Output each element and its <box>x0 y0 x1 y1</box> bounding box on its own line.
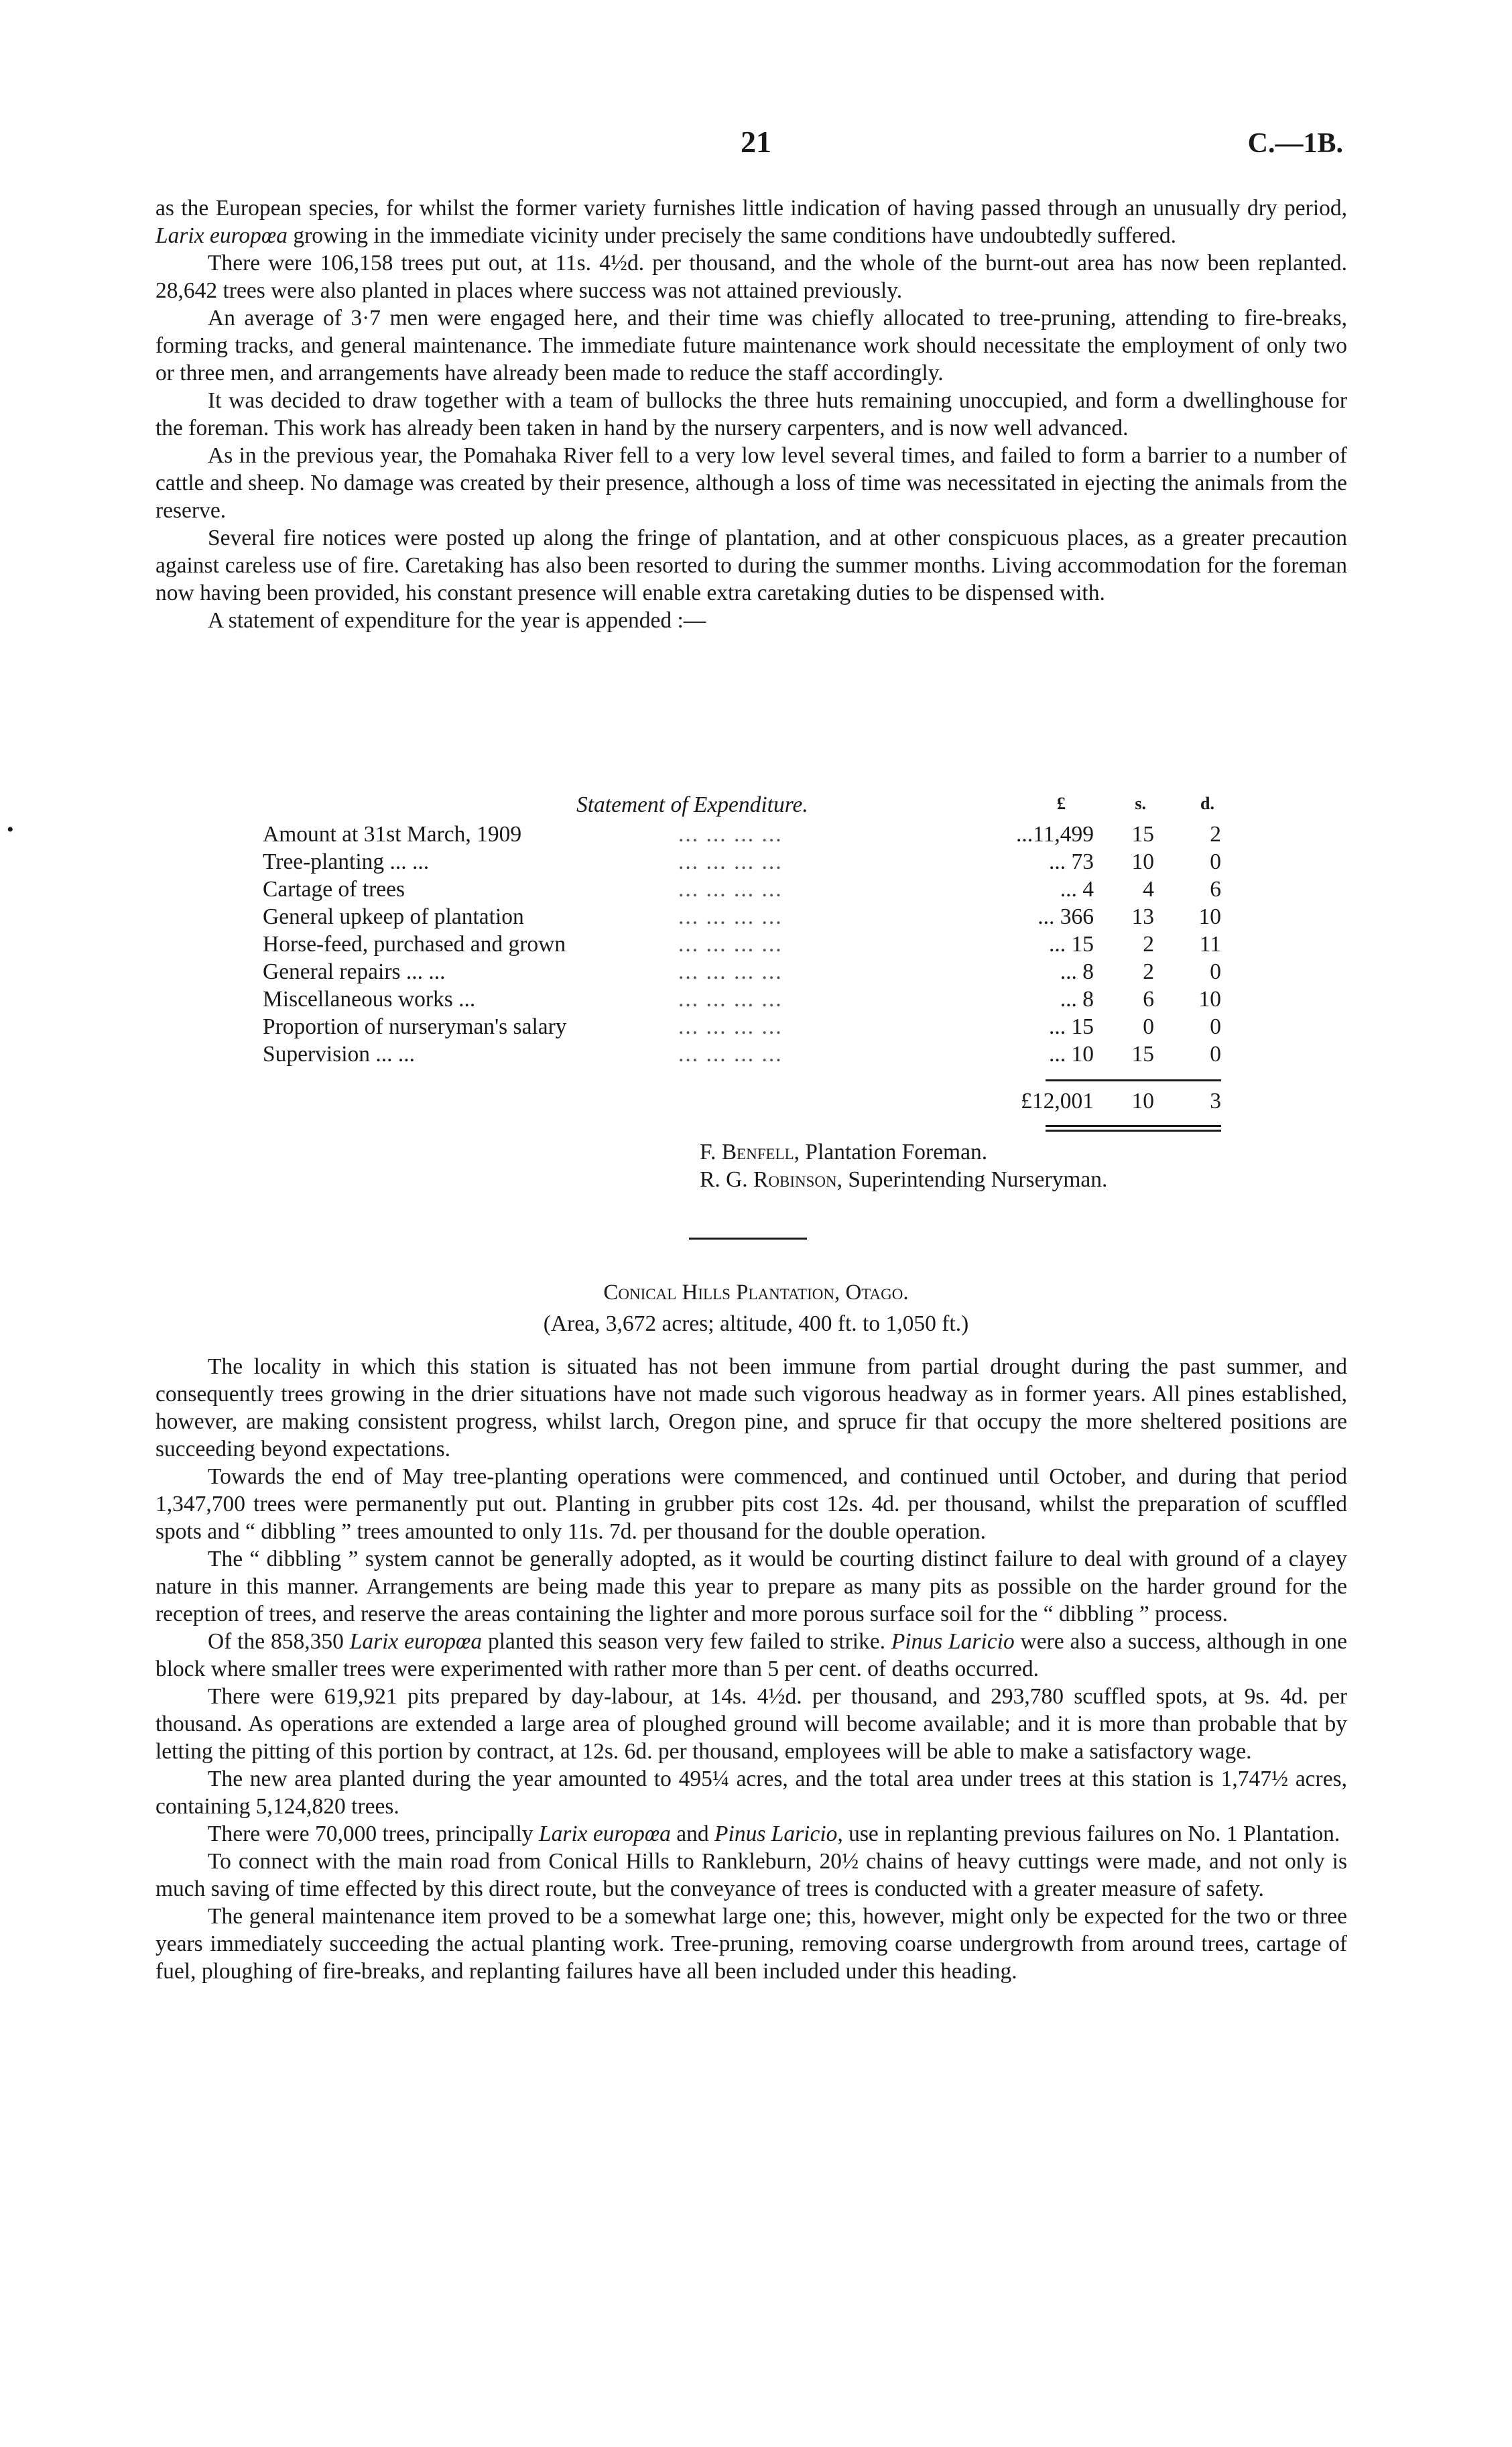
total-rule-bottom-1 <box>1046 1125 1221 1127</box>
section-2-title: Conical Hills Plantation, Otago. <box>603 1280 909 1305</box>
text-run: A statement of expenditure for the year is appended :— <box>208 608 706 633</box>
signature-role: Plantation Foreman. <box>800 1140 988 1165</box>
column-header-shillings: s. <box>1135 794 1146 813</box>
row-leader-dots: ... ... ... ... <box>678 1042 783 1067</box>
row-shillings: 6 <box>1143 987 1154 1012</box>
row-label: Proportion of nurseryman's salary <box>263 1014 567 1039</box>
row-leader-dots: ... ... ... ... <box>678 1014 783 1039</box>
row-pounds: ... 4 <box>1060 877 1094 902</box>
row-pounds: ... 366 <box>1037 904 1094 929</box>
text-run: To connect with the main road from Conical Hills to Rankleburn, 20½ chains of heavy cuttings were made, and not only is much saving of time effected by this direct route, but the conveyance of trees is conducted with a greater measure of safety. <box>155 1849 1347 1901</box>
paragraph <box>155 1683 1347 1765</box>
statement-row <box>263 821 1221 848</box>
signature-name: R. G. Robinson, <box>700 1167 842 1192</box>
margin-mark: • <box>7 819 14 841</box>
paragraph <box>155 194 1347 249</box>
row-label: General upkeep of plantation <box>263 904 524 929</box>
text-run: It was decided to draw together with a team of bullocks the three huts remaining unoccupied, and form a dwellinghouse for the foreman. This work has already been taken in hand by the nursery carpenters, and is now well advanced. <box>155 388 1347 440</box>
text-run: use in replanting previous failures on No. 1 Plantation. <box>842 1822 1340 1846</box>
text-run: planted this season very few failed to strike. <box>482 1629 891 1654</box>
text-run: growing in the immediate vicinity under precisely the same conditions have undoubtedly suffered. <box>287 223 1176 248</box>
row-pounds: ... 8 <box>1060 987 1094 1012</box>
text-run: There were 70,000 trees, principally <box>208 1822 539 1846</box>
statement-row <box>263 876 1221 903</box>
statement-title: Statement of Expenditure. <box>576 792 808 817</box>
section-1-body <box>155 194 1347 634</box>
row-leader-dots: ... ... ... ... <box>678 987 783 1012</box>
section-separator <box>689 1238 807 1240</box>
row-shillings: 4 <box>1143 877 1154 902</box>
row-label: Miscellaneous works ... <box>263 987 476 1012</box>
row-leader-dots: ... ... ... ... <box>678 822 783 847</box>
italic-text: Pinus Laricio <box>891 1629 1015 1654</box>
row-pence: 6 <box>1210 877 1221 902</box>
text-run: Towards the end of May tree-planting operations were commenced, and continued until October, and during that period 1,347,700 trees were permanently put out. Planting in grubber pits cost 12s. 4d. per thousand, whilst the preparation of scuffled spots and “ dibbling ” trees amounted to only 11s. 7d. per thousand for the double operation. <box>155 1464 1347 1544</box>
row-label: Horse-feed, purchased and grown <box>263 932 566 957</box>
paragraph <box>155 1463 1347 1545</box>
text-run: As in the previous year, the Pomahaka River fell to a very low level several times, and failed to form a barrier to a number of cattle and sheep. No damage was created by their presence, although a loss of time was necessitated in ejecting the animals from the reserve. <box>155 443 1347 523</box>
text-run: as the European species, for whilst the former variety furnishes little indication of having passed through an unusually dry period, <box>155 196 1347 221</box>
total-rule-top <box>1046 1079 1221 1081</box>
row-label: Cartage of trees <box>263 877 405 902</box>
row-leader-dots: ... ... ... ... <box>678 877 783 902</box>
document-reference: C.—1B. <box>1247 128 1343 159</box>
paragraph <box>155 1765 1347 1820</box>
row-shillings: 2 <box>1143 959 1154 984</box>
row-pounds: ... 15 <box>1049 1014 1094 1039</box>
text-run: Several fire notices were posted up along the fringe of plantation, and at other conspicuous places, as a greater precaution against careless use of fire. Caretaking has also been resorted to during the summer months. Living accommodation for the foreman now having been provided, his constant presence will enable extra caretaking duties to be dispensed with. <box>155 526 1347 605</box>
column-header-pence: d. <box>1200 794 1214 813</box>
paragraph <box>155 607 1347 634</box>
total-pounds: £12,001 <box>1021 1089 1094 1114</box>
text-run: The general maintenance item proved to be a somewhat large one; this, however, might only be expected for the two or three years immediately succeeding the actual planting work. Tree-pruning, removing coarse undergrowth from around trees, cartage of fuel, ploughing of fire-breaks, and replanting failures have all been included under this heading. <box>155 1904 1347 1984</box>
statement-row <box>263 986 1221 1013</box>
row-label: Supervision ... ... <box>263 1042 416 1067</box>
row-pence: 0 <box>1210 1014 1221 1039</box>
text-run: The “ dibbling ” system cannot be generally adopted, as it would be courting distinct failure to deal with ground of a clayey nature in this manner. Arrangements are being made this year to prepare as many pits as possible on the harder ground for the reception of trees, and reserve the areas containing the lighter and more porous surface soil for the “ dibbling ” process. <box>155 1547 1347 1626</box>
total-row <box>263 1087 1221 1115</box>
row-label: Amount at 31st March, 1909 <box>263 822 522 847</box>
statement-row <box>263 958 1221 986</box>
row-shillings: 10 <box>1131 849 1154 874</box>
row-leader-dots: ... ... ... ... <box>678 849 783 874</box>
text-run: Of the 858,350 <box>208 1629 350 1654</box>
text-run: There were 106,158 trees put out, at 11s. 4½d. per thousand, and the whole of the burnt-out area has now been replanted. 28,642 trees were also planted in places where success was not attained previously. <box>155 251 1347 303</box>
paragraph <box>155 1848 1347 1903</box>
paragraph <box>155 524 1347 607</box>
signature-foreman <box>700 1140 987 1165</box>
row-pence: 0 <box>1210 849 1221 874</box>
page-number: 21 <box>741 125 771 159</box>
row-pence: 11 <box>1199 932 1221 957</box>
italic-text: Larix europœa <box>349 1629 483 1654</box>
paragraph <box>155 1545 1347 1628</box>
text-run: and <box>670 1822 715 1846</box>
paragraph <box>155 1353 1347 1463</box>
paragraph <box>155 304 1347 387</box>
statement-row <box>263 903 1221 931</box>
row-pounds: ... 10 <box>1049 1042 1094 1067</box>
row-leader-dots: ... ... ... ... <box>678 904 783 929</box>
paragraph <box>155 442 1347 524</box>
row-shillings: 15 <box>1131 1042 1154 1067</box>
column-header-pounds: £ <box>1057 794 1066 813</box>
row-leader-dots: ... ... ... ... <box>678 959 783 984</box>
text-run: The locality in which this station is situated has not been immune from partial drought during the past summer, and consequently trees growing in the drier situations have not made such vigorous headway as in former years. All pines established, however, are making consistent progress, whilst larch, Oregon pine, and spruce fir that occupy the more sheltered positions are succeeding beyond expectations. <box>155 1354 1347 1461</box>
paragraph <box>155 1903 1347 1985</box>
row-pence: 0 <box>1210 1042 1221 1067</box>
text-run: were also a success, although in one block where smaller trees were experimented with rather more than 5 per cent. of deaths occurred. <box>155 1629 1348 1681</box>
statement-row <box>263 1040 1221 1068</box>
row-shillings: 2 <box>1143 932 1154 957</box>
row-pence: 10 <box>1198 904 1221 929</box>
paragraph <box>155 1628 1347 1683</box>
text-run: An average of 3·7 men were engaged here, and their time was chiefly allocated to tree-pruning, attending to fire-breaks, forming tracks, and general maintenance. The immediate future maintenance work should necessitate the employment of only two or three men, and arrangements have already been made to reduce the staff accordingly. <box>155 306 1347 385</box>
italic-text: Larix europœa <box>155 223 288 248</box>
row-pence: 0 <box>1210 959 1221 984</box>
section-2-subtitle: (Area, 3,672 acres; altitude, 400 ft. to 1,050 ft.) <box>543 1311 969 1336</box>
row-shillings: 0 <box>1143 1014 1154 1039</box>
row-shillings: 13 <box>1131 904 1154 929</box>
text-run: The new area planted during the year amounted to 495¼ acres, and the total area under trees at this station is 1,747½ acres, containing 5,124,820 trees. <box>155 1767 1347 1819</box>
italic-text: Larix europœa <box>538 1822 671 1846</box>
total-pence: 3 <box>1210 1089 1221 1114</box>
row-label: Tree-planting ... ... <box>263 849 430 874</box>
italic-text: Pinus Laricio, <box>714 1822 843 1846</box>
row-pounds: ...11,499 <box>1015 822 1094 847</box>
total-rule-bottom-2 <box>1046 1130 1221 1132</box>
row-leader-dots: ... ... ... ... <box>678 932 783 957</box>
signature-nurseryman <box>700 1167 1107 1193</box>
row-pounds: ... 15 <box>1049 932 1094 957</box>
paragraph <box>155 1820 1347 1848</box>
signature-name: F. Benfell, <box>700 1140 800 1165</box>
statement-row <box>263 848 1221 876</box>
statement-row <box>263 1013 1221 1040</box>
paragraph <box>155 249 1347 304</box>
signature-role: Superintending Nurseryman. <box>842 1167 1108 1192</box>
row-pounds: ... 8 <box>1060 959 1094 984</box>
text-run: There were 619,921 pits prepared by day-labour, at 14s. 4½d. per thousand, and 293,780 scuffled spots, at 9s. 4d. per thousand. As operations are extended a large area of ploughed ground will become available; and it is more than probable that by letting the pitting of this portion by contract, at 12s. 6d. per thousand, employees will be able to make a satisfactory wage. <box>155 1684 1347 1764</box>
row-pence: 2 <box>1210 822 1221 847</box>
row-pounds: ... 73 <box>1049 849 1094 874</box>
statement-row <box>263 931 1221 958</box>
total-shillings: 10 <box>1131 1089 1154 1114</box>
row-pence: 10 <box>1198 987 1221 1012</box>
row-label: General repairs ... ... <box>263 959 446 984</box>
section-2-body <box>155 1353 1347 1985</box>
paragraph <box>155 387 1347 442</box>
row-shillings: 15 <box>1131 822 1154 847</box>
